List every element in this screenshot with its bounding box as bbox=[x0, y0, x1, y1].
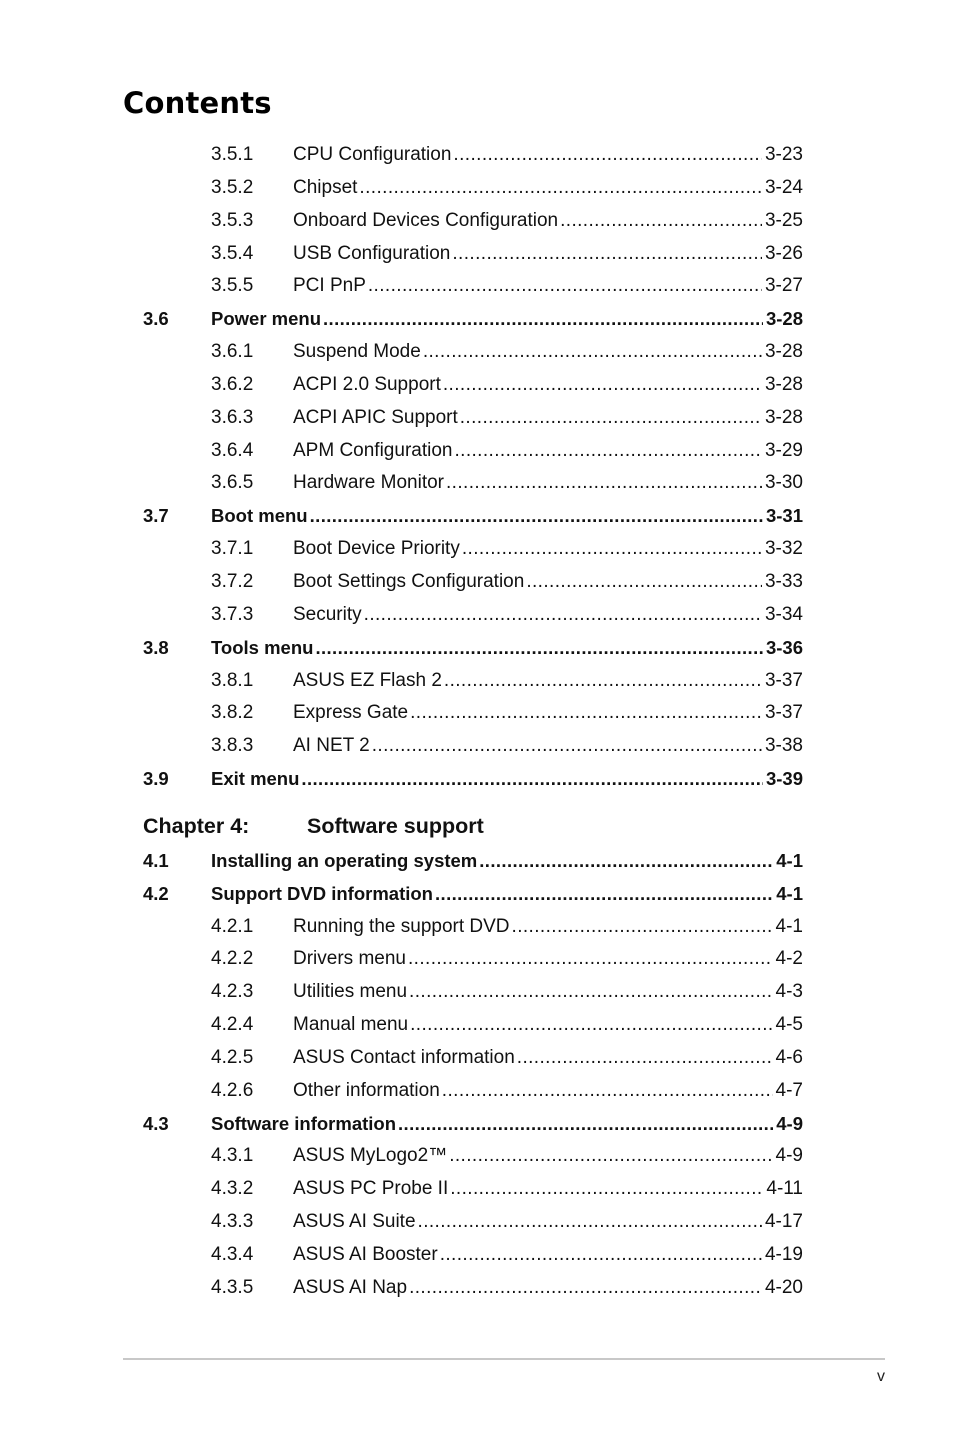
toc-entry-body bbox=[293, 1239, 803, 1272]
toc-section-number: 3.5.5 bbox=[211, 275, 254, 297]
toc-entry[interactable] bbox=[0, 1108, 954, 1141]
toc-entry[interactable] bbox=[0, 1239, 954, 1272]
toc-page-number: 4-1 bbox=[776, 882, 803, 904]
toc-section-title: Running the support DVD bbox=[293, 915, 510, 937]
toc-entry-body bbox=[293, 566, 803, 599]
toc-section-title: Exit menu bbox=[211, 768, 300, 790]
toc-entry[interactable] bbox=[0, 435, 954, 468]
toc-section-number: 4.1 bbox=[143, 849, 169, 871]
toc-section-number: 4.2.4 bbox=[211, 1014, 254, 1036]
toc-entry[interactable] bbox=[0, 533, 954, 566]
toc-section-title: AI NET 2 bbox=[293, 735, 370, 757]
toc-section-title: ASUS Contact information bbox=[293, 1046, 515, 1068]
toc-section-title: ACPI 2.0 Support bbox=[293, 373, 441, 395]
chapter-label: Chapter 4: bbox=[143, 813, 250, 838]
toc-entry-body bbox=[293, 943, 803, 976]
toc-entry-body bbox=[293, 1009, 803, 1042]
toc-entry-body bbox=[293, 976, 803, 1009]
toc-page-number: 3-33 bbox=[764, 570, 803, 592]
toc-section-title: Express Gate bbox=[293, 702, 409, 724]
toc-page-number: 3-26 bbox=[764, 242, 803, 264]
toc-section-number: 4.2.1 bbox=[211, 915, 254, 937]
toc-dot-leader bbox=[323, 303, 763, 336]
toc-entry-body bbox=[293, 402, 803, 435]
toc-section-title: Chipset bbox=[293, 176, 358, 198]
toc-section-title: APM Configuration bbox=[293, 439, 453, 461]
toc-entry[interactable] bbox=[0, 238, 954, 271]
toc-section-number: 3.6.5 bbox=[211, 472, 254, 494]
toc-section-number: 4.2.6 bbox=[211, 1079, 254, 1101]
toc-dot-leader bbox=[479, 845, 773, 878]
toc-section-number: 4.3 bbox=[143, 1112, 169, 1134]
toc-entry-body bbox=[293, 697, 803, 730]
toc-section-number: 4.3.5 bbox=[211, 1276, 254, 1298]
toc-section-title: Power menu bbox=[211, 308, 321, 330]
toc-entry[interactable] bbox=[0, 845, 954, 878]
toc-entry-body bbox=[293, 435, 803, 468]
toc-dot-leader bbox=[460, 402, 762, 435]
toc-section-number: 3.5.1 bbox=[211, 144, 254, 165]
toc-dot-leader bbox=[453, 139, 762, 172]
toc-entry[interactable] bbox=[0, 139, 954, 172]
toc-entry[interactable] bbox=[0, 467, 954, 500]
toc-page-number: 3-37 bbox=[764, 669, 803, 691]
toc-entry-body bbox=[293, 369, 803, 402]
toc-entry-body bbox=[211, 500, 803, 533]
toc-section-title: Software information bbox=[211, 1112, 397, 1134]
page-title: Contents bbox=[123, 86, 272, 120]
toc-page-number: 3-28 bbox=[765, 308, 803, 330]
toc-dot-leader bbox=[517, 1042, 773, 1075]
toc-entry[interactable] bbox=[0, 697, 954, 730]
toc-dot-leader bbox=[364, 599, 762, 632]
toc-page-number: 4-2 bbox=[775, 948, 803, 970]
toc-dot-leader bbox=[444, 665, 762, 698]
toc-dot-leader bbox=[442, 1075, 773, 1108]
toc-section-number: 3.7.2 bbox=[211, 570, 254, 592]
toc-page-number: 3-39 bbox=[765, 768, 803, 790]
toc-page-number: 3-32 bbox=[764, 538, 803, 560]
toc-page-number: 4-19 bbox=[764, 1244, 803, 1265]
toc-entry-body bbox=[293, 238, 803, 271]
toc-dot-leader bbox=[410, 1009, 772, 1042]
toc-page-number: 3-27 bbox=[764, 275, 803, 297]
toc-entry[interactable] bbox=[0, 205, 954, 238]
toc-entry[interactable] bbox=[0, 599, 954, 632]
toc-page-number: 4-1 bbox=[776, 849, 803, 871]
toc-entry-body bbox=[211, 303, 803, 336]
toc-page-number: 3-29 bbox=[764, 439, 803, 461]
toc-section-number: 3.7.3 bbox=[211, 603, 254, 625]
toc-section-number: 3.8 bbox=[143, 636, 169, 658]
toc-entry[interactable] bbox=[0, 878, 954, 911]
toc-section-number: 4.2 bbox=[143, 882, 169, 904]
toc-section-number: 3.5.3 bbox=[211, 209, 254, 231]
toc-section-number: 4.2.5 bbox=[211, 1046, 254, 1068]
toc-entry-body bbox=[293, 1140, 803, 1173]
toc-entry[interactable] bbox=[0, 402, 954, 435]
toc-section-title: Hardware Monitor bbox=[293, 472, 444, 494]
toc-entry-body bbox=[211, 632, 803, 665]
toc-page-number: 3-38 bbox=[764, 735, 803, 757]
toc-section-title: Installing an operating system bbox=[211, 849, 478, 871]
toc-section-number: 3.8.2 bbox=[211, 702, 254, 724]
toc-section-title: ASUS AI Booster bbox=[293, 1244, 438, 1265]
toc-section-title: Support DVD information bbox=[211, 882, 433, 904]
toc-dot-leader bbox=[409, 1272, 762, 1305]
toc-section-title: Drivers menu bbox=[293, 948, 406, 970]
toc-dot-leader bbox=[526, 566, 762, 599]
toc-page-number: 3-31 bbox=[765, 505, 803, 527]
toc-entry-body bbox=[293, 1173, 803, 1206]
toc-dot-leader bbox=[410, 697, 762, 730]
toc-entry-body bbox=[293, 172, 803, 205]
toc-section-title: Tools menu bbox=[211, 636, 314, 658]
toc-entry-body bbox=[211, 845, 803, 878]
toc-entry-body bbox=[293, 1075, 803, 1108]
toc-section-number: 3.5.4 bbox=[211, 242, 254, 264]
toc-entry[interactable] bbox=[0, 566, 954, 599]
toc-dot-leader bbox=[398, 1108, 773, 1141]
toc-dot-leader bbox=[408, 943, 773, 976]
toc-chapter-heading bbox=[0, 796, 954, 845]
toc-entry[interactable] bbox=[0, 1042, 954, 1075]
toc-section-title: CPU Configuration bbox=[293, 144, 452, 165]
toc-dot-leader bbox=[409, 976, 772, 1009]
toc-dot-leader bbox=[435, 878, 773, 911]
toc-page-number: 3-37 bbox=[764, 702, 803, 724]
toc-dot-leader bbox=[443, 369, 762, 402]
toc-entry-body bbox=[211, 763, 803, 796]
toc-entry[interactable] bbox=[0, 1075, 954, 1108]
toc-section-number: 4.3.3 bbox=[211, 1211, 254, 1233]
toc-dot-leader bbox=[440, 1239, 762, 1272]
toc-entry-body bbox=[293, 599, 803, 632]
toc-entry[interactable] bbox=[0, 730, 954, 763]
toc-section-number: 3.6.1 bbox=[211, 341, 254, 363]
toc-section-title: ACPI APIC Support bbox=[293, 406, 458, 428]
toc-section-title: ASUS AI Suite bbox=[293, 1211, 416, 1233]
toc-entry[interactable] bbox=[0, 303, 954, 336]
toc-page-number: 4-9 bbox=[775, 1145, 803, 1167]
toc-page-number: 3-28 bbox=[764, 373, 803, 395]
toc-entry-body bbox=[293, 270, 803, 303]
toc-entry-body bbox=[293, 911, 803, 944]
toc-page-number: 4-6 bbox=[775, 1046, 803, 1068]
toc-entry[interactable] bbox=[0, 1272, 954, 1305]
toc-page-number: 4-7 bbox=[775, 1079, 803, 1101]
toc-page-number: 4-9 bbox=[776, 1112, 803, 1134]
toc-entry-body bbox=[293, 1206, 803, 1239]
toc-section-title: Boot Device Priority bbox=[293, 538, 460, 560]
toc-page-number: 4-20 bbox=[764, 1276, 803, 1298]
toc-entry-body bbox=[293, 467, 803, 500]
toc-entry[interactable] bbox=[0, 665, 954, 698]
toc-dot-leader bbox=[368, 270, 762, 303]
toc-page-number: 3-36 bbox=[765, 636, 803, 658]
toc-entry[interactable] bbox=[0, 500, 954, 533]
toc-entry[interactable] bbox=[0, 336, 954, 369]
toc-entry[interactable] bbox=[0, 976, 954, 1009]
toc-page-number: 4-5 bbox=[775, 1014, 803, 1036]
toc-page-number: 3-34 bbox=[764, 603, 803, 625]
toc-section-number: 3.7 bbox=[143, 505, 169, 527]
toc-entry-body bbox=[293, 1042, 803, 1075]
toc-section-title: ASUS MyLogo2™ bbox=[293, 1145, 448, 1167]
toc-dot-leader bbox=[301, 763, 763, 796]
toc-page-number: 4-11 bbox=[766, 1178, 803, 1200]
toc-section-title: Utilities menu bbox=[293, 981, 408, 1003]
toc-dot-leader bbox=[454, 435, 762, 468]
toc-dot-leader bbox=[560, 205, 762, 238]
toc-entry-body bbox=[293, 139, 803, 172]
toc-section-title: Suspend Mode bbox=[293, 341, 421, 363]
toc-section-number: 3.5.2 bbox=[211, 176, 254, 198]
toc-entry[interactable] bbox=[0, 1173, 954, 1206]
toc-section-title: ASUS PC Probe II bbox=[293, 1178, 449, 1200]
toc-entry[interactable] bbox=[0, 943, 954, 976]
toc-entry-body bbox=[293, 533, 803, 566]
toc-entry-body bbox=[293, 336, 803, 369]
toc-page-number: 3-23 bbox=[764, 144, 803, 165]
toc-section-number: 3.6.3 bbox=[211, 406, 254, 428]
toc-section-title: Security bbox=[293, 603, 362, 625]
table-of-contents bbox=[0, 139, 954, 1305]
toc-entry-body bbox=[293, 730, 803, 763]
toc-entry-body bbox=[293, 1272, 803, 1305]
toc-section-title: Boot menu bbox=[211, 505, 308, 527]
toc-section-number: 3.8.3 bbox=[211, 735, 254, 757]
chapter-title: Software support bbox=[307, 813, 484, 838]
toc-section-number: 3.9 bbox=[143, 768, 169, 790]
toc-section-title: ASUS AI Nap bbox=[293, 1276, 408, 1298]
toc-page-number: 4-3 bbox=[775, 981, 803, 1003]
toc-page-number: 3-24 bbox=[764, 176, 803, 198]
toc-section-title: Boot Settings Configuration bbox=[293, 570, 525, 592]
toc-section-title: USB Configuration bbox=[293, 242, 451, 264]
toc-dot-leader bbox=[372, 730, 762, 763]
toc-section-title: Onboard Devices Configuration bbox=[293, 209, 559, 231]
toc-page-number: 3-30 bbox=[764, 472, 803, 494]
toc-section-number: 3.8.1 bbox=[211, 669, 254, 691]
toc-entry[interactable] bbox=[0, 270, 954, 303]
toc-section-title: Manual menu bbox=[293, 1014, 409, 1036]
toc-dot-leader bbox=[450, 1173, 763, 1206]
toc-section-number: 3.6 bbox=[143, 308, 169, 330]
footer-page-number: v bbox=[877, 1368, 885, 1385]
toc-dot-leader bbox=[418, 1206, 762, 1239]
toc-entry-body bbox=[211, 878, 803, 911]
toc-dot-leader bbox=[359, 172, 762, 205]
toc-entry-body bbox=[293, 665, 803, 698]
toc-page-number: 3-25 bbox=[764, 209, 803, 231]
toc-dot-leader bbox=[452, 238, 762, 271]
toc-section-number: 3.6.2 bbox=[211, 373, 254, 395]
toc-section-number: 3.7.1 bbox=[211, 538, 254, 560]
toc-section-number: 4.3.4 bbox=[211, 1244, 254, 1265]
toc-entry-body bbox=[293, 205, 803, 238]
toc-section-number: 4.3.2 bbox=[211, 1178, 254, 1200]
toc-entry[interactable] bbox=[0, 1140, 954, 1173]
toc-section-number: 4.2.2 bbox=[211, 948, 254, 970]
toc-section-number: 4.3.1 bbox=[211, 1145, 254, 1167]
toc-dot-leader bbox=[315, 632, 763, 665]
toc-entry[interactable] bbox=[0, 1206, 954, 1239]
toc-page-number: 4-17 bbox=[764, 1211, 803, 1233]
toc-dot-leader bbox=[462, 533, 762, 566]
toc-dot-leader bbox=[423, 336, 762, 369]
toc-entry[interactable] bbox=[0, 632, 954, 665]
toc-section-number: 3.6.4 bbox=[211, 439, 254, 461]
toc-dot-leader bbox=[310, 500, 763, 533]
toc-section-title: ASUS EZ Flash 2 bbox=[293, 669, 442, 691]
toc-dot-leader bbox=[446, 467, 762, 500]
toc-entry[interactable] bbox=[0, 911, 954, 944]
toc-section-title: Other information bbox=[293, 1079, 440, 1101]
footer-divider bbox=[123, 1358, 885, 1360]
toc-entry[interactable] bbox=[0, 1009, 954, 1042]
toc-dot-leader bbox=[449, 1140, 772, 1173]
toc-section-number: 4.2.3 bbox=[211, 981, 254, 1003]
toc-dot-leader bbox=[512, 911, 773, 944]
toc-entry[interactable] bbox=[0, 369, 954, 402]
toc-entry[interactable] bbox=[0, 763, 954, 796]
toc-entry[interactable] bbox=[0, 172, 954, 205]
toc-page-number: 3-28 bbox=[764, 406, 803, 428]
toc-page-number: 3-28 bbox=[764, 341, 803, 363]
toc-page-number: 4-1 bbox=[775, 915, 803, 937]
toc-section-title: PCI PnP bbox=[293, 275, 366, 297]
toc-entry-body bbox=[211, 1108, 803, 1141]
